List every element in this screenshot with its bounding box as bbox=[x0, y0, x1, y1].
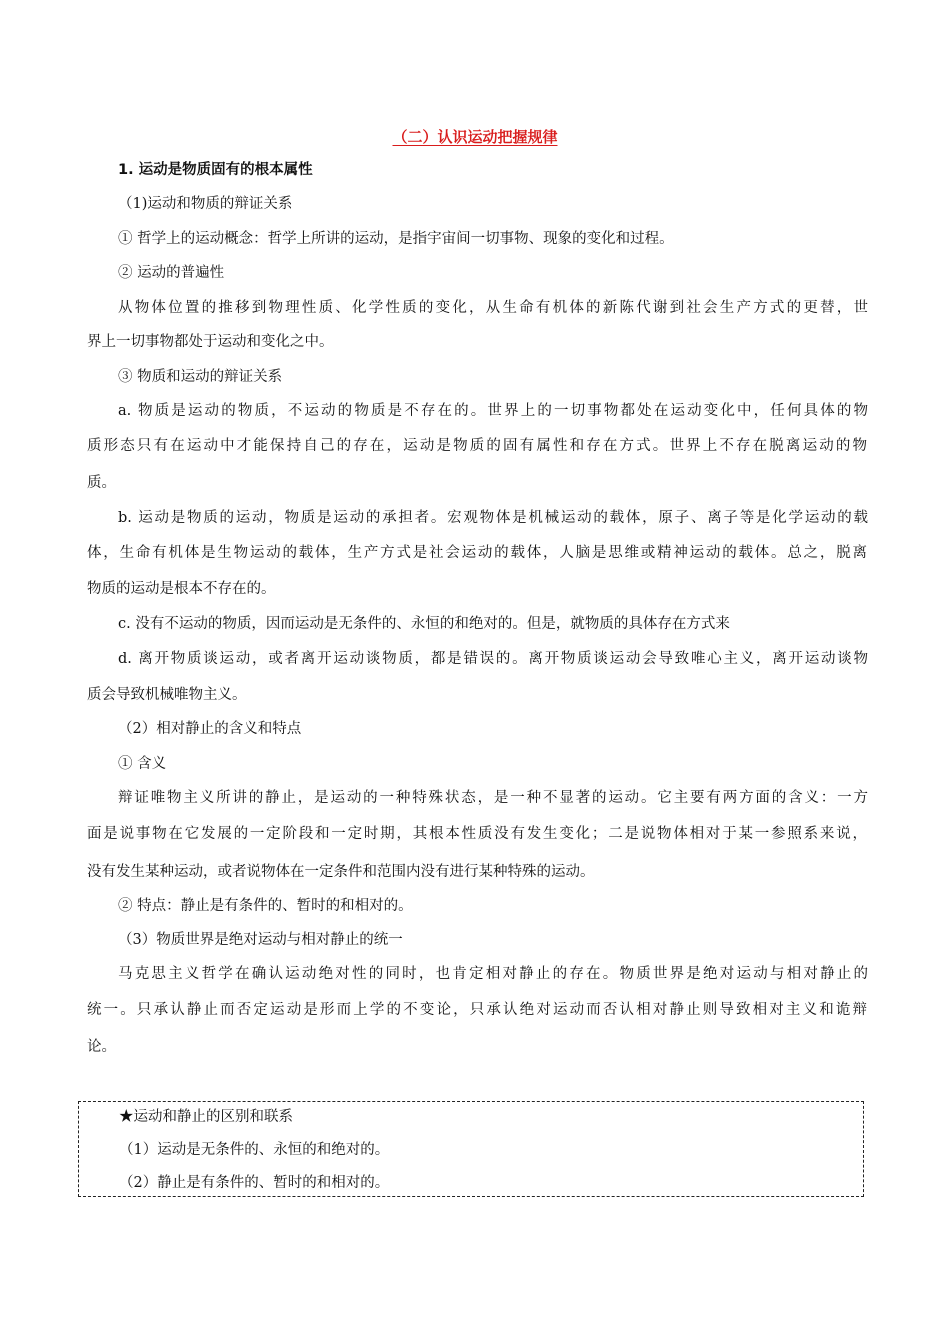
paragraph-line: c. 没有不运动的物质，因而运动是无条件的、永恒的和绝对的。但是，就物质的具体存在方式来 bbox=[118, 616, 730, 632]
subsection-heading: （1)运动和物质的辩证关系 bbox=[118, 196, 293, 212]
subsection-heading: （2）相对静止的含义和特点 bbox=[118, 721, 302, 737]
summary-box-item: （2）静止是有条件的、暂时的和相对的。 bbox=[119, 1175, 390, 1191]
paragraph-line: ① 含义 bbox=[118, 756, 167, 772]
paragraph-line: 体，生命有机体是生物运动的载体，生产方式是社会运动的载体，人脑是思维或精神运动的载体。总之，脱离 bbox=[87, 545, 867, 561]
paragraph-line: 面是说事物在它发展的一定阶段和一定时期，其根本性质没有发生变化；二是说物体相对于某一参照系来说， bbox=[87, 826, 867, 842]
paragraph-line: 辩证唯物主义所讲的静止，是运动的一种特殊状态，是一种不显著的运动。它主要有两方面的含义：一方 bbox=[118, 790, 868, 806]
paragraph-line: 从物体位置的推移到物理性质、化学性质的变化，从生命有机体的新陈代谢到社会生产方式的更替，世 bbox=[118, 300, 868, 316]
paragraph-line: ① 哲学上的运动概念：哲学上所讲的运动，是指宇宙间一切事物、现象的变化和过程。 bbox=[118, 231, 674, 247]
paragraph-line: ② 运动的普遍性 bbox=[118, 265, 225, 281]
paragraph-line: 质。 bbox=[87, 475, 116, 491]
paragraph-line: 统一。只承认静止而否定运动是形而上学的不变论，只承认绝对运动而否认相对静止则导致相对主义和诡辩 bbox=[87, 1002, 867, 1018]
paragraph-line: 论。 bbox=[87, 1039, 116, 1055]
paragraph-line: a. 物质是运动的物质，不运动的物质是不存在的。世界上的一切事物都处在运动变化中，任何具体的物 bbox=[118, 403, 868, 419]
paragraph-line: b. 运动是物质的运动，物质是运动的承担者。宏观物体是机械运动的载体，原子、离子等是化学运动的载 bbox=[118, 510, 868, 526]
paragraph-line: ③ 物质和运动的辩证关系 bbox=[118, 369, 283, 385]
paragraph-line: d. 离开物质谈运动，或者离开运动谈物质，都是错误的。离开物质谈运动会导致唯心主义，离开运动谈物 bbox=[118, 651, 868, 667]
paragraph-line: 马克思主义哲学在确认运动绝对性的同时，也肯定相对静止的存在。物质世界是绝对运动与相对静止的 bbox=[118, 966, 868, 982]
paragraph-line: ② 特点：静止是有条件的、暂时的和相对的。 bbox=[118, 898, 413, 914]
summary-box-heading: ★运动和静止的区别和联系 bbox=[119, 1109, 293, 1125]
section-heading: 1. 运动是物质固有的根本属性 bbox=[118, 162, 313, 178]
page-title: （二）认识运动把握规律 bbox=[392, 128, 558, 146]
paragraph-line: 物质的运动是根本不存在的。 bbox=[87, 581, 276, 597]
summary-box bbox=[78, 1101, 864, 1197]
subsection-heading: （3）物质世界是绝对运动与相对静止的统一 bbox=[118, 932, 403, 948]
paragraph-line: 质会导致机械唯物主义。 bbox=[87, 687, 247, 703]
paragraph-line: 没有发生某种运动，或者说物体在一定条件和范围内没有进行某种特殊的运动。 bbox=[87, 864, 595, 880]
paragraph-line: 界上一切事物都处于运动和变化之中。 bbox=[87, 334, 334, 350]
summary-box-item: （1）运动是无条件的、永恒的和绝对的。 bbox=[119, 1142, 390, 1158]
paragraph-line: 质形态只有在运动中才能保持自己的存在，运动是物质的固有属性和存在方式。世界上不存在脱离运动的物 bbox=[87, 438, 867, 454]
